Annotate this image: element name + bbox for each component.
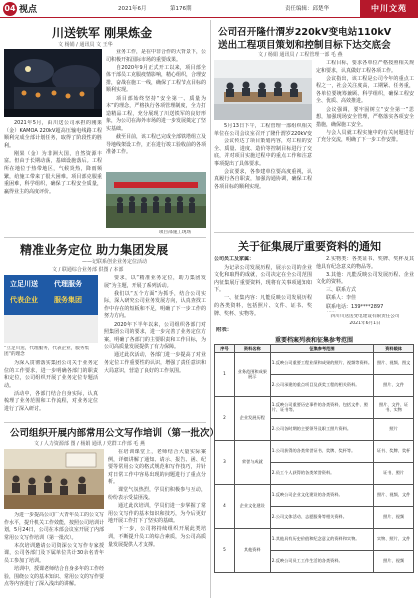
table-header-row [215, 345, 414, 353]
banner-text-1: 立足川送 [10, 280, 38, 288]
section-separator [4, 237, 206, 238]
table-row [215, 528, 414, 550]
paragraph: 会议指出，该工程是公司今年的重点工程之一，社会关注度高，工期紧、任务重，各单位要统筹兼顾、科学组织，确保工程安全、优质、高效推进。 [316, 75, 414, 105]
column-header: 征集参考范围 [270, 345, 373, 353]
page-number-badge: 04 [3, 2, 17, 16]
table-row [215, 352, 414, 374]
paragraph: 活动中，各部门结合自身实际，认真梳理了业务范围和工作流程，对业务定位进行了深入研讨。 [4, 390, 98, 413]
table-cell: 1.反映公司企业文化建设的各类资料。 [270, 484, 373, 506]
article-3-body-right [108, 449, 206, 596]
paragraph: 要求，以“精准业务定位，助力集团发展”为主题，开展了系列活动。 [104, 275, 206, 289]
paragraph: 通过此次培训，学员们进一步掌握了常用公文写作的基本知识和技巧，为今后更好地开展工作打下了坚实的基础。 [108, 503, 206, 525]
paragraph: 我们以“五个方面”为抓手，结合公司实际，深入研究公司业务发展方向，认真查找工作中存在的短板和不足，明确了下一步工作的努力方向。 [104, 290, 206, 320]
list-item: 联系人：李佳 [326, 295, 357, 302]
notice-attachment-label: 附表： [216, 327, 233, 333]
article-5-body-left [214, 256, 312, 318]
article-2-photo-banner [4, 275, 98, 343]
notice-signature-date: 2021年6月1日 [349, 321, 381, 326]
article-5-title: 关于征集展厅重要资料的通知 [238, 240, 381, 253]
masthead [0, 0, 418, 17]
table-cell: 2.员工个人获得的各类荣誉资料。 [270, 462, 373, 484]
table-row [215, 484, 414, 506]
table-cell: 照片、视频 [374, 550, 414, 572]
table-cell: 实物、照片、文件 [374, 528, 414, 550]
article-1-title: 川送铁军 刚果炼金 [52, 26, 153, 40]
table-cell: 2.公司承建的重点项目及获奖工程的相关资料。 [270, 374, 373, 396]
banner-text-4: 服务集团 [54, 296, 82, 304]
list-item: 3.其他：凡能反映公司发展历程、企业文化的资料。 [316, 271, 414, 286]
article-2-title: 精准业务定位 助力集团发展 [20, 243, 169, 257]
article-2-photo-caption: “立足川送，代理服务，代表企业，服务集团”的理念 [4, 346, 90, 358]
meeting-room-illustration [214, 60, 312, 120]
notice-addressee: 公司员工及家属： [214, 256, 255, 262]
article-1-photo-night-work [4, 49, 102, 117]
table-cell: 照片、文件 [374, 374, 414, 396]
table-cell: 2.公司各时期的主要领导及职工照片资料。 [270, 418, 373, 440]
article-3-body-left [4, 512, 104, 596]
table-cell: 1 [215, 352, 235, 396]
table-cell: 1.反映公司重要工程业绩和成果的照片、视频等资料。 [270, 352, 373, 374]
paragraph: 与会人员就工程实施中的有关问题进行了充分交流，明确了下一步工作安排。 [316, 129, 414, 144]
masthead-rule [0, 17, 418, 18]
column-divider [210, 20, 211, 598]
newspaper-brand: 中川文苑 [360, 0, 418, 17]
paragraph: 为记录公司发展历程，展示公司的企业文化和取得的成就，公司决定在全公司范围内征集展厅重要资料，现将有关事项通知如下。 [214, 264, 312, 294]
table-cell: 3 [215, 440, 235, 484]
paragraph: 项目部始终坚持“安全第一、质量为本”的理念，严格执行各项管理制度，全力打造精品工程，充分展现了川送铁军的良好形象，为公司在海外市场的进一步发展奠定了坚实基础。 [106, 95, 206, 132]
section-separator [214, 232, 414, 233]
table-cell: 证书、照片 [374, 462, 414, 484]
notice-signature-org: 四川川送送变电建设有限责任公司 [330, 314, 400, 319]
table-cell: 1.反映公司重要历史事件的各类资料，包括文件、照片、证书等。 [270, 396, 373, 418]
table-cell: 照片、视频、图文 [374, 352, 414, 374]
paragraph: 截至目前，该工程已完成全部铁塔组立及导地线架设工作，正在进行竣工验收前的各项准备工作。 [106, 134, 206, 156]
section-separator [4, 422, 206, 423]
banner-text-2: 代理服务 [54, 280, 82, 288]
article-4-body-bottom [214, 138, 312, 228]
table-cell: 照片、文件、证书、实物 [374, 396, 414, 418]
paragraph: 培训中，授课老师结合自身多年的工作经验，围绕公文的基本知识、常用公文的写作要点等内容进行了深入浅出的讲解。 [4, 566, 104, 588]
article-4-body-top [214, 123, 312, 137]
paragraph: 会议传达了项目策划内容，对工程的安全、质量、进度、造价等控制目标进行了交底，并对项目实施过程中的重点工作和注意事项提出了具体要求。 [214, 138, 312, 167]
table-cell: 2.公司文体活动、志愿服务等相关资料。 [270, 506, 373, 528]
paragraph: 在培训课堂上，老师结合大量实际案例，详细讲解了通知、请示、报告、函、纪要等常用公文的格式规范和写作技巧，并针对日常工作中容易出现的问题进行了重点分析。 [108, 449, 206, 486]
paragraph: 通过此次活动，各部门进一步提高了对业务定位工作重要性的认识，增强了责任意识和大局意识，营造了良好的工作氛围。 [104, 352, 206, 374]
night-construction-illustration [4, 49, 102, 117]
column-header: 资料载体 [374, 345, 414, 353]
article-2-byline: 文 / 联通综合业务部 供图 / 本部 [52, 267, 124, 273]
column-header: 资料名称 [234, 345, 270, 353]
list-item: 三、联系方式 [326, 287, 357, 294]
article-5-body-right [316, 256, 414, 312]
table-title: 重要档案列表和征集参考范围 [274, 337, 353, 344]
article-4-title-line-2: 送出工程项目策划和控制目标下达交底会 [218, 40, 391, 51]
article-3-photo-training [4, 449, 104, 509]
paragraph: 工程目标，要求各单位严格按照相关规定和要求，认真做好工程各项工作。 [316, 60, 414, 74]
paragraph: 下一步，公司将持续组织开展此类培训，不断提升员工的综合素质，为公司高质量发展提供人才支撑。 [108, 526, 206, 548]
section-label: 视点 [19, 5, 38, 15]
column-header: 序号 [215, 345, 235, 353]
training-room-illustration [4, 449, 104, 509]
paragraph: 会议强调，要牢固树立“安全第一”思想，加强现场安全管理，严格落实各项安全措施，确保施工安全。 [316, 106, 414, 128]
paragraph: 为进一步提高公司广大青年员工的公文写作水平，提升机关工作效能，按照公司培训计划，5月24日，公司在本部会议室开展了内部常用公文写作培训（第一批次）。 [4, 512, 104, 541]
table-cell: 企业文化建设 [234, 484, 270, 528]
paragraph: 为深入贯彻落实集团公司关于业务定位的工作要求，进一步明确各部门的职责和定位，公司组织开展了业务定位专题活动。 [4, 360, 98, 389]
table-cell: 照片 [374, 418, 414, 440]
table-cell: 照片、视频 [374, 506, 414, 528]
table-cell: 2 [215, 396, 235, 440]
paragraph: 5月13日下午，工程管理一部组织相关单位在公司会议室召开了隆什渭岁220kV变 [214, 123, 312, 137]
paragraph: 2020年下半年以来，公司组织各部门对照集团公司的要求，进一步完善了业务定位方案，明确了各部门的主要职责和工作目标，为公司高质量发展提供了有力保障。 [104, 321, 206, 351]
paragraph: 本次培训邀请公司资深公文写作专家授课，公司各部门及下属单位共计30余名青年员工参加了培训。 [4, 542, 104, 565]
article-4-byline: 文 / 杨娟 通讯员 / 工程管理一部 毛 燕 [258, 52, 343, 58]
table-cell: 4 [215, 484, 235, 528]
table-cell: 荣誉与成就 [234, 440, 270, 484]
paragraph: 刚果（金）为非洲大国，自然资源丰富。但由于长期动荡，基础设施落后。工程所在地位于热带地区，气候炎热，降雨频繁，给施工带来了很大困难。项目部克服重重困难，科学组织，确保了工程安全质量，赢得业主的高度评价。 [4, 150, 102, 195]
editor-credit: 责任编辑：邱楚华 [285, 6, 330, 12]
issue-number: 第176期 [170, 6, 192, 12]
article-4-title-line-1: 公司召开隆什渭岁220kV变电站110kV [218, 27, 392, 38]
list-item: 联系电话：139****2897 [326, 303, 384, 310]
article-2-body-right [104, 275, 206, 420]
table-cell: 照片、视频、文件 [374, 484, 414, 506]
list-item: 2.实物类：各类证书、奖牌、奖杯及其他具有纪念意义的物品等。 [316, 256, 414, 270]
article-2-subtitle: ——记联系创企业务定位活动 [82, 259, 148, 265]
article-4-photo-meeting [214, 60, 312, 120]
table-cell: 1.公司获得的各类荣誉证书、奖牌、奖杯等。 [270, 440, 373, 462]
table-cell: 业务范围和成果展示 [234, 352, 270, 396]
table-cell: 证书、奖牌、奖杯 [374, 440, 414, 462]
paragraph: 会议要求，各参建单位要高度重视，认真履行各自职责，加强沟通协调，确保工程各项目标的顺利实现。 [214, 168, 312, 191]
article-1-body-right [106, 49, 206, 169]
table-cell: 其他资料 [234, 528, 270, 572]
paragraph: 一、征集内容：凡能反映公司发展历程的各类资料，包括照片、文件、证书、奖牌、奖杯、实物等。 [214, 295, 312, 317]
table-cell: 2.反映公司员工工作生活的各类资料。 [270, 550, 373, 572]
article-1-photo-team [106, 172, 206, 228]
paragraph: 2021年5月，由川送公司承担的刚果（金）KAMOA 220kV超高压输电线路工程顺利完成全部计划任务，取得了阶段性的胜利。 [4, 120, 102, 149]
table-row [215, 440, 414, 462]
paragraph: 业务工作，是在中非合作的大背景下，公司积极开拓国际市场的重要成果。 [106, 49, 206, 63]
table-cell: 企业发展历程 [234, 396, 270, 440]
article-1-byline: 文 杨娟 / 通讯员 文 王华 [58, 42, 113, 48]
archive-table [214, 344, 414, 573]
paragraph: 自2020年9月正式开工以来，项目部全体干部员工克服疫情影响，精心组织，合理安排，奋战在施工一线，确保了工程节点目标的顺利实现。 [106, 64, 206, 94]
article-1-photo-caption: 项目部施工现场 [158, 230, 192, 235]
article-1-body-left [4, 120, 102, 234]
paragraph: 课堂气氛热烈，学员们积极参与互动，纷纷表示受益匪浅。 [108, 487, 206, 502]
article-3-title: 公司组织开展内部常用公文写作培训（第一批次） [10, 428, 220, 439]
team-photo-illustration [106, 172, 206, 228]
article-3-byline: 文 / 人力资源部 图 / 杨娟 通讯 / 党群工作部 毛 燕 [34, 441, 145, 447]
issue-date: 2021年6月 [118, 6, 147, 12]
banner-text-3: 代表企业 [10, 296, 38, 304]
article-4-body-right [316, 60, 414, 228]
table-row [215, 396, 414, 418]
article-2-body-left [4, 360, 98, 418]
table-cell: 1.其他具有历史价值和纪念意义的资料和实物。 [270, 528, 373, 550]
table-cell: 5 [215, 528, 235, 572]
